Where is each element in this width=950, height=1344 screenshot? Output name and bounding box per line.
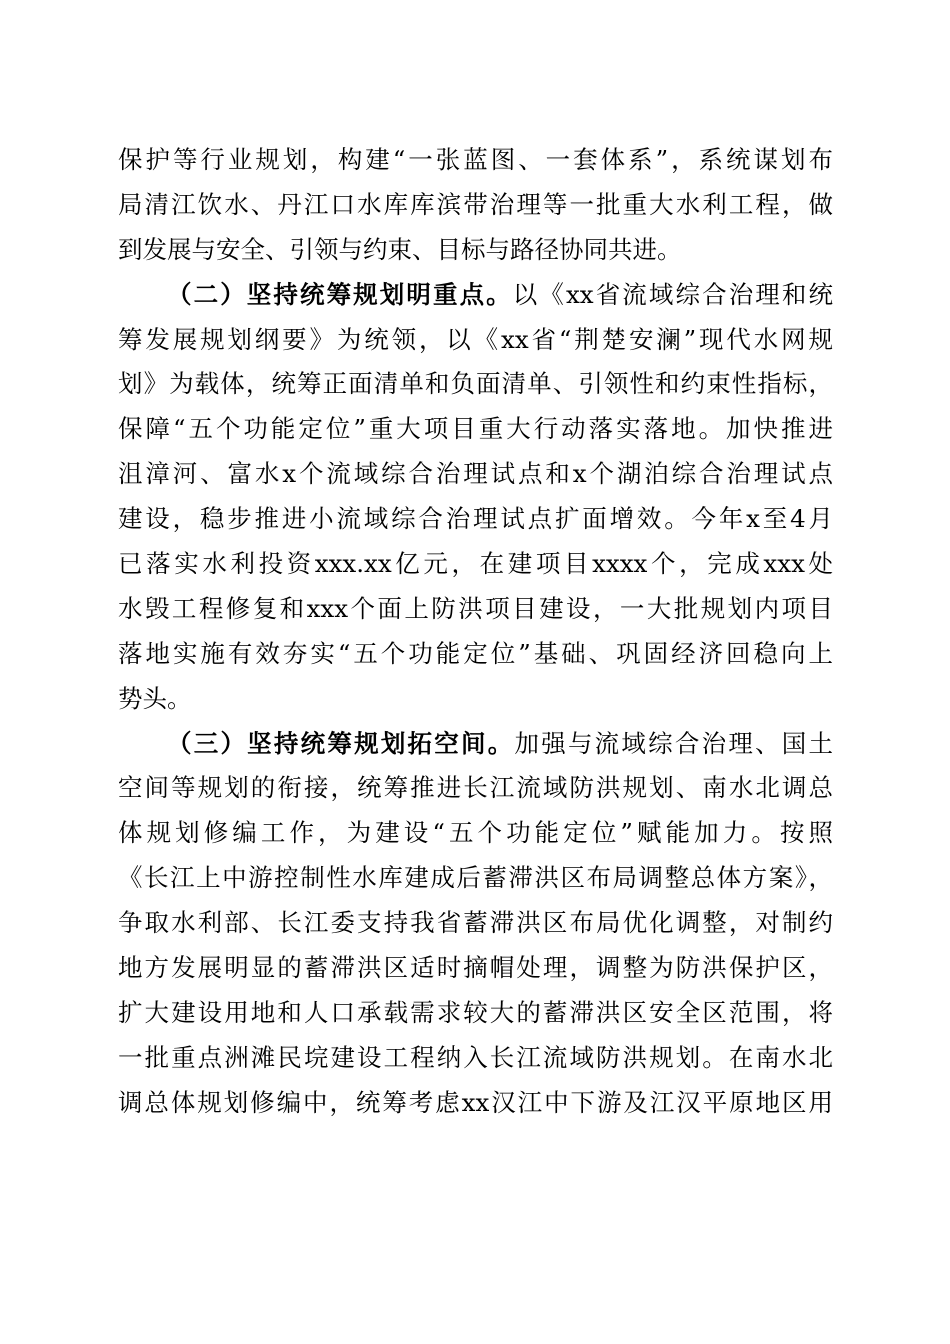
- paragraph-3-line-5: 争取水利部、长江委支持我省蓄滞洪区布局优化调整，对制约: [118, 908, 833, 938]
- paragraph-3-first-line-text: 加强与流域综合治理、国土: [514, 728, 834, 758]
- paragraph-2-first-line-text: 以《xx省流域综合治理和统: [512, 279, 833, 309]
- paragraph-2-line-6: 建设，稳步推进小流域综合治理试点扩面增效。今年x至4月: [118, 504, 833, 534]
- paragraph-1-line-3: 到发展与安全、引领与约束、目标与路径协同共进。: [118, 234, 682, 264]
- paragraph-2-line-7: 已落实水利投资xxx.xx亿元，在建项目xxxx个，完成xxx处: [118, 549, 833, 579]
- paragraph-3-line-4: 《长江上中游控制性水库建成后蓄滞洪区布局调整总体方案》，: [118, 863, 833, 893]
- paragraph-2-line-2: 筹发展规划纲要》为统领，以《xx省“荆楚安澜”现代水网规: [118, 324, 833, 354]
- paragraph-2-line-4: 保障“五个功能定位”重大项目重大行动落实落地。加快推进: [118, 414, 833, 444]
- paragraph-3-line-8: 一批重点洲滩民垸建设工程纳入长江流域防洪规划。在南水北: [118, 1042, 833, 1072]
- paragraph-3-line-6: 地方发展明显的蓄滞洪区适时摘帽处理，调整为防洪保护区，: [118, 953, 833, 983]
- paragraph-3-line-1: [118, 722, 833, 767]
- paragraph-2-line-5: 沮漳河、富水x个流域综合治理试点和x个湖泊综合治理试点: [118, 459, 833, 489]
- paragraph-2-line-1: [118, 273, 833, 318]
- document-body: [118, 138, 833, 1126]
- paragraph-3-heading: （三）坚持统筹规划拓空间。: [167, 728, 515, 758]
- paragraph-1-line-1: 保护等行业规划，构建“一张蓝图、一套体系”，系统谋划布: [118, 145, 833, 174]
- paragraph-2-line-8: 水毁工程修复和xxx个面上防洪项目建设，一大批规划内项目: [118, 593, 833, 623]
- paragraph-2-heading: （二）坚持统筹规划明重点。: [167, 279, 513, 309]
- paragraph-3-line-2: 空间等规划的衔接，统筹推进长江流域防洪规划、南水北调总: [118, 773, 833, 803]
- paragraph-3-line-3: 体规划修编工作，为建设“五个功能定位”赋能加力。按照: [118, 818, 833, 848]
- paragraph-1-line-2: 局清江饮水、丹江口水库库滨带治理等一批重大水利工程，做: [118, 189, 833, 219]
- paragraph-3-line-9: 调总体规划修编中，统筹考虑xx汉江中下游及江汉平原地区用: [118, 1087, 833, 1117]
- paragraph-2-line-9: 落地实施有效夯实“五个功能定位”基础、巩固经济回稳向上: [118, 638, 833, 668]
- paragraph-2-line-10: 势头。: [118, 683, 192, 713]
- paragraph-3-line-7: 扩大建设用地和人口承载需求较大的蓄滞洪区安全区范围，将: [118, 997, 833, 1027]
- paragraph-2-line-3: 划》为载体，统筹正面清单和负面清单、引领性和约束性指标，: [118, 369, 833, 399]
